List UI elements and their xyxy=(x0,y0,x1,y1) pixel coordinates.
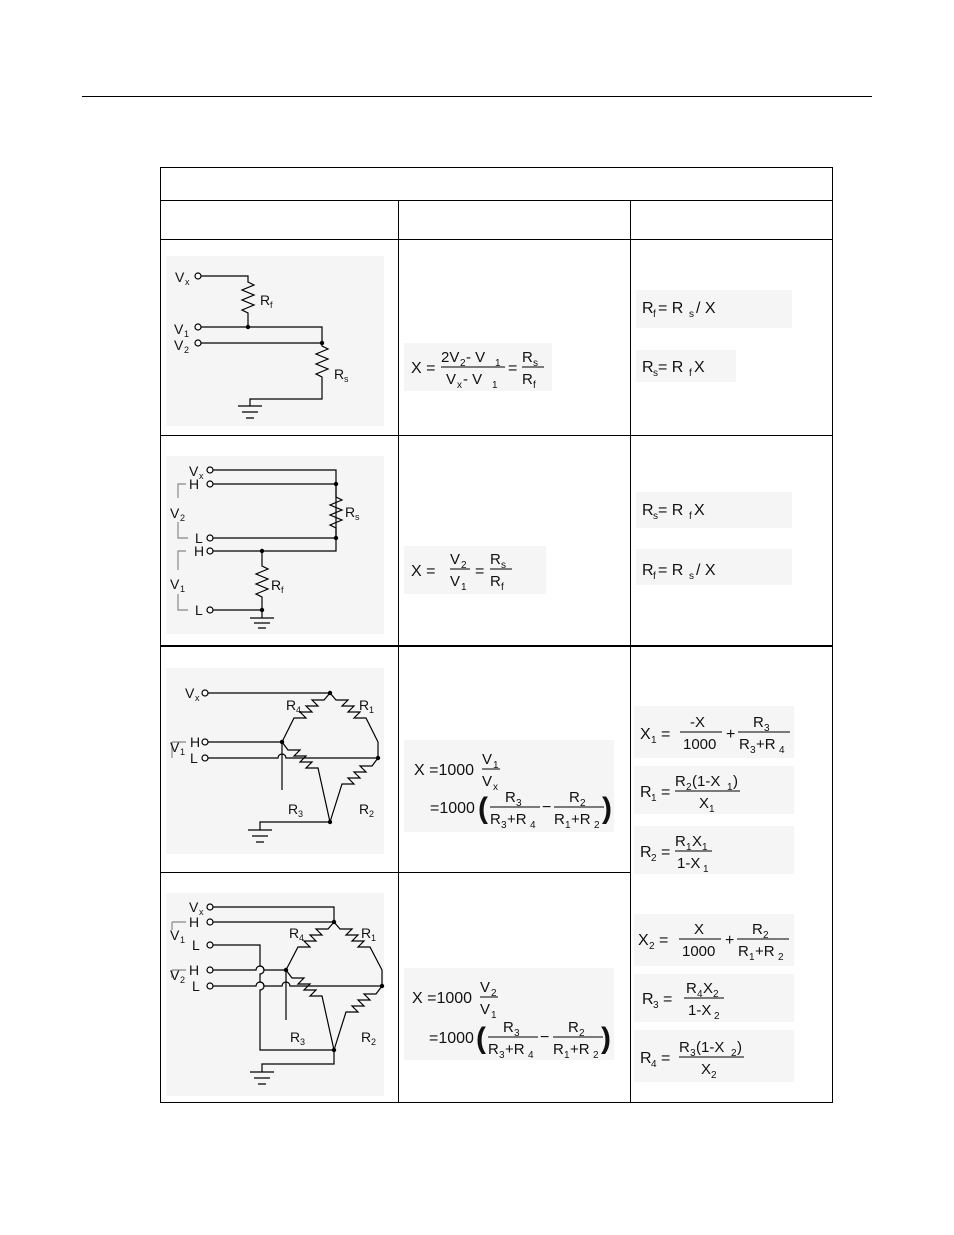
svg-text:= R: = R xyxy=(658,502,684,519)
svg-text:V: V xyxy=(189,899,199,915)
svg-text:X: X xyxy=(694,359,705,376)
svg-text:H: H xyxy=(189,476,200,492)
svg-text:V: V xyxy=(450,573,461,590)
svg-text:(: ( xyxy=(478,792,488,825)
svg-text:2: 2 xyxy=(371,1037,377,1047)
svg-text:= R: = R xyxy=(658,562,684,579)
svg-text:f: f xyxy=(533,380,536,391)
svg-text:V: V xyxy=(450,551,461,568)
svg-text:2: 2 xyxy=(714,1011,720,1022)
svg-text:(: ( xyxy=(476,1022,486,1055)
svg-text:4: 4 xyxy=(528,1050,534,1061)
label-rs: R xyxy=(334,366,345,382)
svg-text:V: V xyxy=(170,739,180,755)
svg-text:V: V xyxy=(482,751,493,768)
svg-text:V: V xyxy=(170,927,180,943)
svg-text:2: 2 xyxy=(686,782,692,793)
svg-text:1: 1 xyxy=(493,760,499,771)
label-v1: V xyxy=(174,321,184,337)
svg-text:−: − xyxy=(540,1029,550,1046)
svg-text:H: H xyxy=(190,734,201,750)
svg-text:X: X xyxy=(701,1061,712,1078)
svg-text:=: = xyxy=(661,1050,671,1067)
svg-text:f: f xyxy=(653,571,656,582)
svg-text:3: 3 xyxy=(653,1000,659,1011)
svg-text:R: R xyxy=(554,811,565,828)
svg-text:1: 1 xyxy=(369,705,375,715)
svg-text:f: f xyxy=(270,300,273,310)
svg-text:(1-X: (1-X xyxy=(696,1039,725,1056)
svg-text:): ) xyxy=(737,1039,742,1056)
svg-text:4: 4 xyxy=(779,745,785,756)
svg-text:R: R xyxy=(522,371,533,388)
svg-text:V: V xyxy=(170,576,180,592)
svg-text:2: 2 xyxy=(184,345,190,355)
svg-text:f: f xyxy=(653,309,656,320)
svg-text:1000: 1000 xyxy=(683,736,717,753)
svg-text:x: x xyxy=(185,277,190,287)
svg-text:R: R xyxy=(271,577,282,593)
svg-text:2: 2 xyxy=(594,820,600,831)
svg-text:=1000: =1000 xyxy=(430,800,475,817)
svg-text:L: L xyxy=(195,602,203,618)
svg-text:R: R xyxy=(640,1050,652,1067)
svg-text:1-X: 1-X xyxy=(688,1002,712,1019)
svg-text:R: R xyxy=(640,844,652,861)
svg-text:R: R xyxy=(488,1041,499,1058)
svg-text:+R: +R xyxy=(571,811,591,828)
svg-text:3: 3 xyxy=(750,745,756,756)
svg-text:X: X xyxy=(694,921,705,938)
svg-text:R: R xyxy=(290,1029,301,1045)
svg-text:1: 1 xyxy=(180,584,186,594)
svg-text:3: 3 xyxy=(690,1048,696,1059)
svg-text:R: R xyxy=(345,504,356,520)
svg-text:3: 3 xyxy=(501,820,507,831)
svg-text:R: R xyxy=(569,789,580,806)
svg-text:R: R xyxy=(505,789,516,806)
svg-text:2: 2 xyxy=(593,1050,599,1061)
svg-text:X: X xyxy=(692,833,703,850)
svg-text:/ X: / X xyxy=(696,562,716,579)
svg-text:s: s xyxy=(653,511,658,522)
svg-text:1: 1 xyxy=(180,935,186,945)
svg-text:-X: -X xyxy=(690,714,705,731)
svg-text:(1-X: (1-X xyxy=(692,773,721,790)
svg-text:=1000: =1000 xyxy=(429,1030,474,1047)
svg-text:L: L xyxy=(190,750,198,766)
svg-text:V: V xyxy=(480,979,491,996)
svg-text:s: s xyxy=(344,374,349,384)
svg-text:- V: - V xyxy=(466,349,486,366)
svg-text:- V: - V xyxy=(463,371,483,388)
svg-text:R: R xyxy=(640,784,652,801)
svg-text:s: s xyxy=(533,358,538,369)
svg-text:R: R xyxy=(289,925,300,941)
svg-text:R: R xyxy=(642,502,654,519)
svg-text:3: 3 xyxy=(764,723,770,734)
svg-text:R: R xyxy=(642,991,654,1008)
svg-text:L: L xyxy=(195,530,203,546)
label-rf: R xyxy=(260,292,271,308)
svg-text:2: 2 xyxy=(651,853,657,864)
svg-text:2: 2 xyxy=(778,952,784,963)
svg-text:1: 1 xyxy=(651,793,657,804)
svg-text:1: 1 xyxy=(727,782,733,793)
svg-text:R: R xyxy=(288,801,299,817)
svg-text:R: R xyxy=(359,697,370,713)
svg-text:4: 4 xyxy=(697,989,703,1000)
svg-text:+R: +R xyxy=(755,943,775,960)
svg-text:R: R xyxy=(568,1019,579,1036)
svg-text:=: = xyxy=(475,563,485,580)
svg-text:R: R xyxy=(752,921,763,938)
svg-text:X =: X = xyxy=(411,563,436,580)
svg-text:4: 4 xyxy=(296,705,302,715)
svg-text:X =1000: X =1000 xyxy=(414,762,475,779)
svg-text:f: f xyxy=(689,511,692,522)
svg-text:R: R xyxy=(675,773,686,790)
svg-text:H: H xyxy=(189,914,200,930)
svg-text:X: X xyxy=(703,980,714,997)
svg-text:=: = xyxy=(661,844,671,861)
svg-text:R: R xyxy=(361,925,372,941)
svg-text:x: x xyxy=(199,907,204,917)
svg-text:2: 2 xyxy=(461,560,467,571)
svg-text:2: 2 xyxy=(713,989,719,1000)
svg-text:H: H xyxy=(194,543,205,559)
svg-text:L: L xyxy=(192,978,200,994)
svg-text:1: 1 xyxy=(709,804,715,815)
svg-text:R: R xyxy=(490,551,501,568)
svg-text:V: V xyxy=(189,463,199,479)
svg-text:3: 3 xyxy=(300,1037,306,1047)
svg-text:): ) xyxy=(602,792,612,825)
svg-text:1: 1 xyxy=(495,358,501,369)
svg-text:+: + xyxy=(725,932,735,949)
svg-text:X =: X = xyxy=(411,360,436,377)
svg-text:1: 1 xyxy=(749,952,755,963)
svg-text:R: R xyxy=(679,1039,690,1056)
svg-text:1: 1 xyxy=(492,380,498,391)
svg-text:2: 2 xyxy=(763,930,769,941)
svg-text:V: V xyxy=(185,685,195,701)
svg-text:s: s xyxy=(689,309,694,320)
svg-text:=: = xyxy=(659,932,669,949)
svg-text:R: R xyxy=(503,1019,514,1036)
svg-text:X: X xyxy=(699,795,710,812)
svg-text:1: 1 xyxy=(491,1010,497,1021)
svg-text:R: R xyxy=(359,801,370,817)
svg-text:x: x xyxy=(195,693,200,703)
svg-text:V: V xyxy=(446,371,457,388)
svg-text:H: H xyxy=(189,962,200,978)
svg-text:=: = xyxy=(663,991,673,1008)
svg-text:=: = xyxy=(661,726,671,743)
svg-text:R: R xyxy=(739,736,750,753)
svg-text:L: L xyxy=(192,937,200,953)
svg-text:R: R xyxy=(490,811,501,828)
svg-text:1-X: 1-X xyxy=(677,855,701,872)
svg-text:1: 1 xyxy=(565,820,571,831)
svg-text:2: 2 xyxy=(460,358,466,369)
svg-text:3: 3 xyxy=(298,809,304,819)
svg-text:+R: +R xyxy=(570,1041,590,1058)
svg-text:2: 2 xyxy=(731,1048,737,1059)
svg-text:R: R xyxy=(553,1041,564,1058)
svg-text:X: X xyxy=(638,932,649,949)
svg-text:V: V xyxy=(480,1001,491,1018)
svg-text:= R: = R xyxy=(658,359,684,376)
svg-text:+: + xyxy=(726,726,736,743)
svg-text:x: x xyxy=(199,471,204,481)
svg-text:R: R xyxy=(361,1029,372,1045)
svg-text:V: V xyxy=(482,773,493,790)
svg-text:s: s xyxy=(355,512,360,522)
svg-text:R: R xyxy=(675,833,686,850)
svg-text:X =1000: X =1000 xyxy=(412,990,473,1007)
svg-text:): ) xyxy=(733,773,738,790)
svg-text:2: 2 xyxy=(180,975,186,985)
svg-text:R: R xyxy=(753,714,764,731)
svg-text:2: 2 xyxy=(711,1070,717,1081)
svg-text:f: f xyxy=(281,585,284,595)
svg-text:R: R xyxy=(642,300,654,317)
svg-text:+R: +R xyxy=(756,736,776,753)
svg-text:1: 1 xyxy=(180,747,186,757)
svg-text:= R: = R xyxy=(658,300,684,317)
svg-text:R: R xyxy=(686,980,697,997)
svg-text:R: R xyxy=(642,562,654,579)
svg-text:+R: +R xyxy=(507,811,527,828)
svg-text:+R: +R xyxy=(505,1041,525,1058)
svg-text:): ) xyxy=(601,1022,611,1055)
svg-text:1: 1 xyxy=(702,842,708,853)
svg-text:3: 3 xyxy=(516,798,522,809)
svg-text:2: 2 xyxy=(649,941,655,952)
svg-text:=: = xyxy=(508,360,518,377)
svg-text:R: R xyxy=(286,697,297,713)
svg-text:f: f xyxy=(501,582,504,593)
svg-text:4: 4 xyxy=(530,820,536,831)
svg-text:4: 4 xyxy=(651,1059,657,1070)
svg-text:x: x xyxy=(457,380,462,391)
svg-text:1: 1 xyxy=(686,842,692,853)
svg-text:−: − xyxy=(542,799,552,816)
svg-text:s: s xyxy=(653,368,658,379)
svg-text:R: R xyxy=(738,943,749,960)
svg-text:2: 2 xyxy=(369,809,375,819)
svg-text:X: X xyxy=(640,726,651,743)
svg-text:1: 1 xyxy=(461,582,467,593)
svg-text:2: 2 xyxy=(491,988,497,999)
svg-text:1000: 1000 xyxy=(682,943,716,960)
svg-text:s: s xyxy=(501,560,506,571)
svg-text:R: R xyxy=(490,573,501,590)
svg-text:1: 1 xyxy=(651,735,657,746)
svg-text:2V: 2V xyxy=(441,349,460,366)
svg-text:=: = xyxy=(661,784,671,801)
label-v2: V xyxy=(174,337,184,353)
svg-text:f: f xyxy=(689,368,692,379)
svg-text:/ X: / X xyxy=(696,300,716,317)
svg-text:4: 4 xyxy=(299,933,305,943)
svg-text:1: 1 xyxy=(371,933,377,943)
svg-text:2: 2 xyxy=(580,798,586,809)
svg-text:s: s xyxy=(689,571,694,582)
svg-text:R: R xyxy=(642,359,654,376)
svg-text:1: 1 xyxy=(564,1050,570,1061)
svg-text:V: V xyxy=(170,505,180,521)
svg-text:V: V xyxy=(170,967,180,983)
svg-text:1: 1 xyxy=(184,329,190,339)
svg-text:3: 3 xyxy=(514,1028,520,1039)
svg-text:2: 2 xyxy=(180,513,186,523)
svg-text:X: X xyxy=(694,502,705,519)
svg-text:2: 2 xyxy=(579,1028,585,1039)
svg-text:R: R xyxy=(522,349,533,366)
svg-text:1: 1 xyxy=(703,864,709,875)
svg-text:3: 3 xyxy=(499,1050,505,1061)
label-vx: V xyxy=(175,269,185,285)
svg-text:x: x xyxy=(493,782,498,793)
